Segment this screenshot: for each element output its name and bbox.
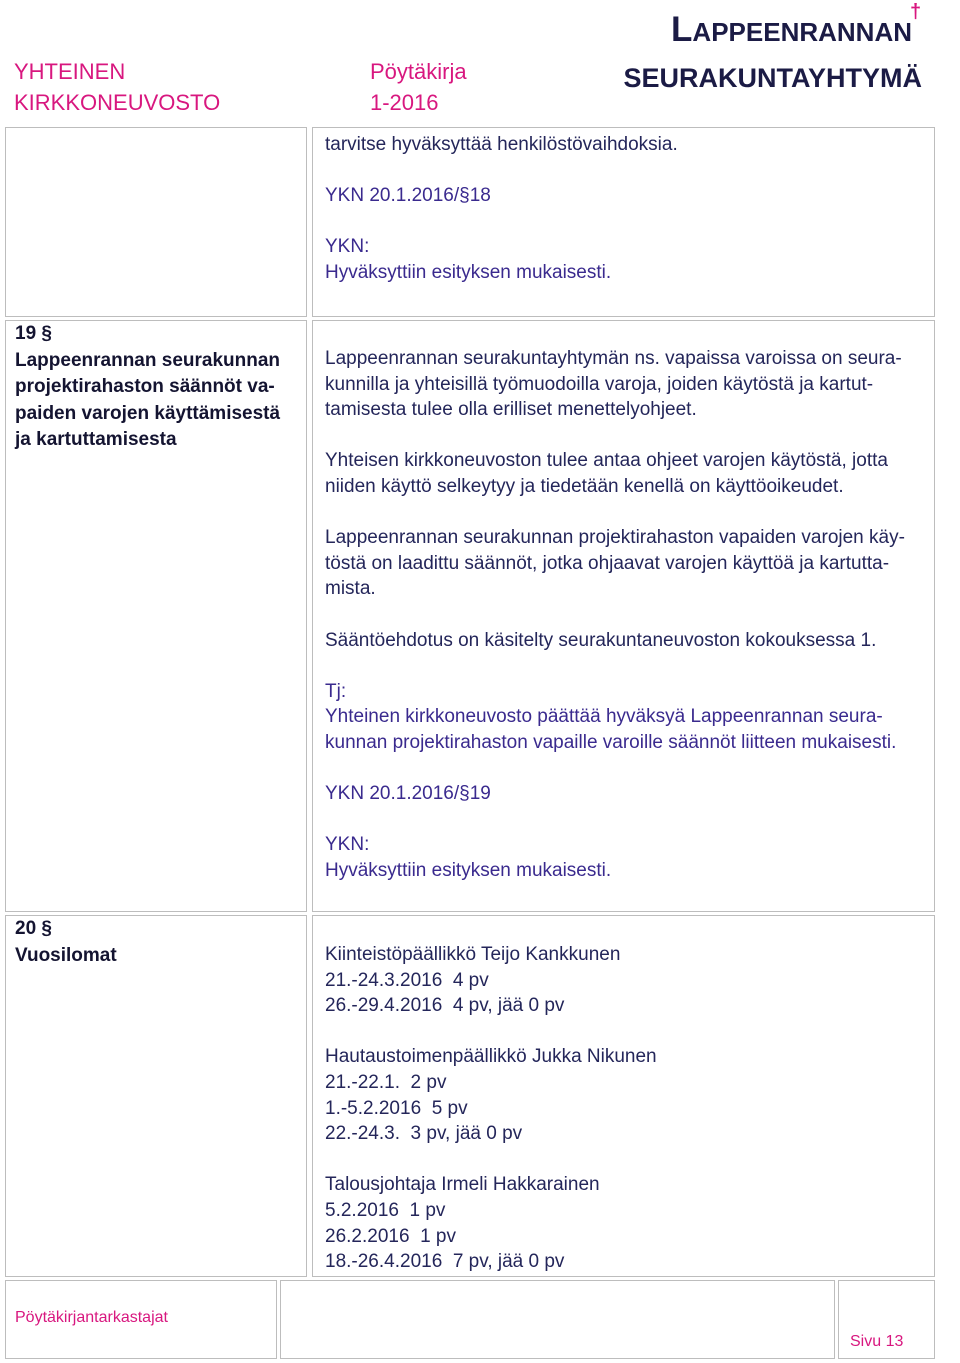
vacation-entry	[325, 1044, 934, 1146]
section-20-heading-cell	[5, 915, 307, 1277]
text-line: Lappeenrannan seurakunnan projektirahaston vapaiden varojen käy-	[325, 527, 905, 549]
section-number: 19 §	[15, 323, 52, 344]
employee-name: Kiinteistöpäällikkö Teijo Kankkunen	[325, 944, 621, 965]
employee-name: Hautaustoimenpäällikkö Jukka Nikunen	[325, 1046, 657, 1068]
brand-name-line2: SEURAKUNTAYHTYMÄ	[623, 63, 922, 93]
brand-name-line1: LAPPEENRANNAN	[671, 10, 912, 49]
section-title-line: ja kartuttamisesta	[15, 429, 177, 450]
cross-icon: †	[910, 1, 922, 23]
vacation-period: 26.2.2016 1 pv	[325, 1225, 456, 1247]
section-19-heading-cell	[5, 320, 307, 912]
proposal-text-line: kunnan projektirahaston vapaille varoille säännöt liitteen mukaisesti.	[325, 731, 897, 753]
text-line: Lappeenrannan seurakuntayhtymän ns. vapaissa varoissa on seura-	[325, 348, 902, 369]
paragraph	[325, 448, 934, 499]
text-line: tamisesta tulee olla erilliset menettelyohjeet.	[325, 399, 697, 421]
vacation-entry	[325, 1172, 934, 1274]
decision-label: YKN:	[325, 236, 370, 258]
decision-label: YKN:	[325, 834, 370, 856]
decision	[325, 234, 934, 285]
section-20-body-cell	[312, 915, 935, 1277]
row1-body-cell	[312, 127, 935, 317]
paragraph	[325, 525, 934, 602]
section-title: Vuosilomat	[15, 944, 117, 966]
vacation-period: 1.-5.2.2016 5 pv	[325, 1097, 468, 1119]
vacation-entry	[325, 942, 934, 1019]
section-19-body-cell	[312, 320, 935, 912]
reviewers-label: Pöytäkirjantarkastajat	[15, 1309, 168, 1326]
vacation-period: 26.-29.4.2016 4 pv, jää 0 pv	[325, 995, 565, 1017]
org-name-line2: KIRKKONEUVOSTO	[14, 90, 221, 115]
decision	[325, 832, 934, 883]
text-line: Yhteisen kirkkoneuvoston tulee antaa ohjeet varojen käytöstä, jotta	[325, 450, 888, 472]
org-name-line1: YHTEINEN	[14, 59, 126, 84]
minute-reference-text: YKN 20.1.2016/§18	[325, 185, 491, 207]
text-line: niiden käyttö selkeytyy ja tiedetään kenellä on käyttöoikeudet.	[325, 475, 844, 497]
page-number-cell	[838, 1280, 935, 1359]
page-number: Sivu 13	[850, 1333, 904, 1350]
vacation-period: 21.-24.3.2016 4 pv	[325, 969, 489, 991]
decision-text: Hyväksyttiin esityksen mukaisesti.	[325, 261, 612, 283]
decision-text: Hyväksyttiin esityksen mukaisesti.	[325, 859, 612, 881]
proposal-text-line: Yhteinen kirkkoneuvosto päättää hyväksyä Lappeenrannan seura-	[325, 706, 883, 728]
vacation-period: 5.2.2016 1 pv	[325, 1199, 446, 1221]
document-number: 1-2016	[370, 90, 439, 115]
reviewers-cell	[5, 1280, 277, 1359]
proposal-label: Tj:	[325, 680, 347, 702]
section-number: 20 §	[15, 918, 52, 939]
text-line: Sääntöehdotus on käsitelty seurakuntaneuvoston kokouksessa 1.	[325, 629, 877, 651]
employee-name: Talousjohtaja Irmeli Hakkarainen	[325, 1174, 600, 1196]
vacation-period: 18.-26.4.2016 7 pv, jää 0 pv	[325, 1251, 565, 1273]
section-title-line: projektirahaston säännöt va-	[15, 376, 275, 397]
vacation-period: 22.-24.3. 3 pv, jää 0 pv	[325, 1123, 523, 1145]
text-line: mista.	[325, 578, 376, 600]
text-line: töstä on laadittu säännöt, jotka ohjaavat varojen käyttöä ja kartutta-	[325, 552, 890, 574]
section-title-line: Lappeenrannan seurakunnan	[15, 349, 281, 371]
paragraph	[325, 346, 934, 423]
signature-cell	[280, 1280, 835, 1359]
proposal	[325, 679, 934, 756]
paragraph	[325, 132, 934, 158]
row1-heading-cell	[5, 127, 307, 317]
minute-reference-text: YKN 20.1.2016/§19	[325, 783, 491, 805]
minute-reference	[325, 781, 934, 807]
paragraph	[325, 628, 934, 654]
text-line: tarvitse hyväksyttää henkilöstövaihdoksia.	[325, 134, 678, 155]
section-title-line: paiden varojen käyttämisestä	[15, 402, 281, 424]
text-line: kunnilla ja yhteisillä työmuodoilla varoja, joiden käytöstä ja kartut-	[325, 373, 874, 395]
minute-reference	[325, 183, 934, 209]
vacation-period: 21.-22.1. 2 pv	[325, 1071, 447, 1093]
document-type: Pöytäkirja	[370, 59, 467, 84]
